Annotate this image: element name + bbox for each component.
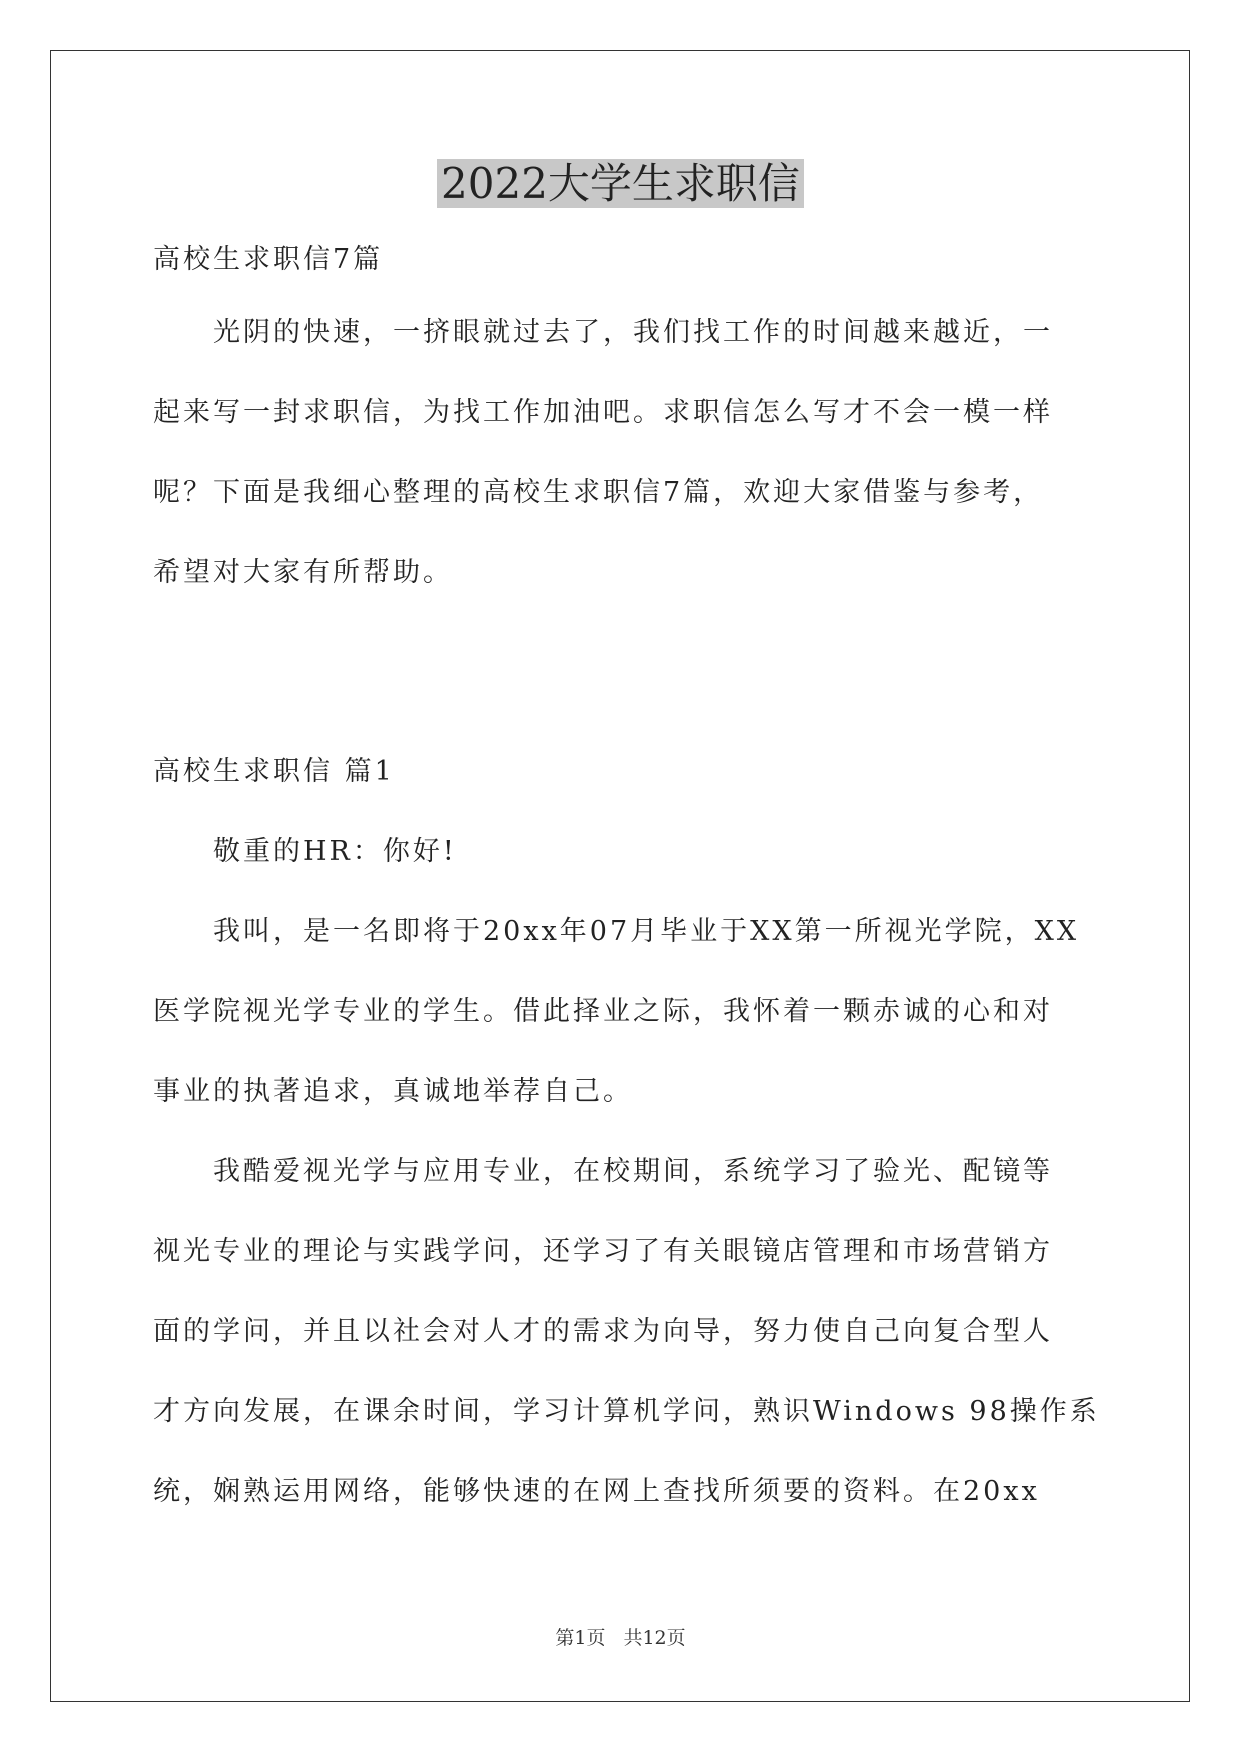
- paragraph-line: 我叫，是一名即将于20xx年07月毕业于XX第一所视光学院，XX: [213, 916, 1080, 947]
- document-subtitle: 高校生求职信7篇: [153, 244, 384, 275]
- intro-line: 起来写一封求职信，为找工作加油吧。求职信怎么写才不会一模一样: [153, 397, 1053, 428]
- document-title-text: 2022大学生求职信: [437, 159, 804, 208]
- paragraph-line: 统，娴熟运用网络，能够快速的在网上查找所须要的资料。在20xx: [153, 1476, 1040, 1507]
- intro-line: 光阴的快速，一挤眼就过去了，我们找工作的时间越来越近，一: [213, 317, 1053, 348]
- page-total: 共12页: [623, 1627, 686, 1649]
- paragraph-line: 事业的执著追求，真诚地举荐自己。: [153, 1076, 633, 1107]
- greeting: 敬重的HR：你好!: [213, 836, 457, 867]
- intro-paragraph: [153, 293, 1093, 613]
- body-paragraph-1: [153, 892, 1093, 1132]
- paragraph-line: 才方向发展，在课余时间，学习计算机学问，熟识Windows 98操作系: [153, 1396, 1100, 1427]
- body-paragraph-2: [153, 1132, 1100, 1532]
- paragraph-line: 面的学问，并且以社会对人才的需求为向导，努力使自己向复合型人: [153, 1316, 1053, 1347]
- paragraph-line: 视光专业的理论与实践学问，还学习了有关眼镜店管理和市场营销方: [153, 1236, 1053, 1267]
- page-footer: [0, 1625, 1241, 1651]
- intro-line: 呢？下面是我细心整理的高校生求职信7篇，欢迎大家借鉴与参考，: [153, 477, 1044, 508]
- intro-line: 希望对大家有所帮助。: [153, 557, 453, 588]
- paragraph-line: 我酷爱视光学与应用专业，在校期间，系统学习了验光、配镜等: [213, 1156, 1053, 1187]
- paragraph-line: 医学院视光学专业的学生。借此择业之际，我怀着一颗赤诚的心和对: [153, 996, 1053, 1027]
- document-title: [0, 155, 1241, 213]
- section-heading: 高校生求职信 篇1: [153, 756, 395, 787]
- page-number: 第1页: [555, 1627, 606, 1649]
